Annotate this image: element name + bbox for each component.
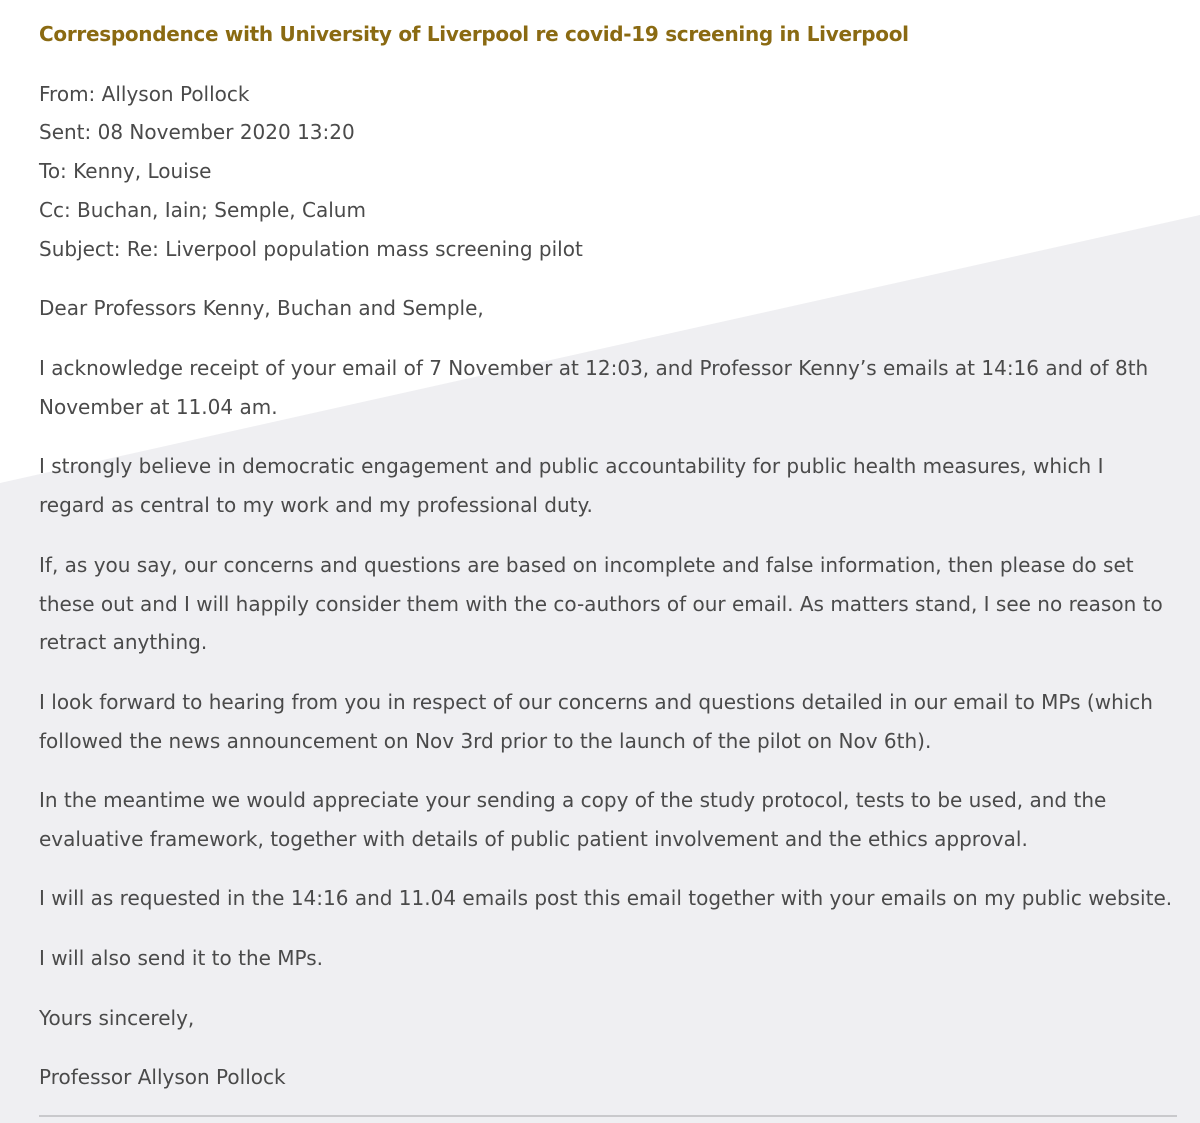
header-to: To: Kenny, Louise (39, 159, 212, 183)
paragraph-line: these out and I will happily consider them with the co-authors of our email. As matters stand, I see no reason to (39, 592, 1163, 616)
header-from: From: Allyson Pollock (39, 82, 250, 106)
paragraph-line: I will also send it to the MPs. (39, 946, 324, 970)
signature: Professor Allyson Pollock (39, 1065, 286, 1089)
paragraph-line: I look forward to hearing from you in respect of our concerns and questions detailed in our email to MPs (which (39, 690, 1153, 714)
paragraph-line: I acknowledge receipt of your email of 7 November at 12:03, and Professor Kenny’s emails at 14:16 and of 8th (39, 356, 1149, 380)
paragraph-line: I will as requested in the 14:16 and 11.04 emails post this email together with your emails on my public website. (39, 886, 1173, 910)
paragraph-line: regard as central to my work and my professional duty. (39, 493, 593, 517)
document-title: Correspondence with University of Liverpool re covid-19 screening in Liverpool (39, 22, 909, 46)
paragraph-line: In the meantime we would appreciate your sending a copy of the study protocol, tests to be used, and the (39, 788, 1107, 812)
divider (39, 1115, 1177, 1117)
paragraph-line: evaluative framework, together with details of public patient involvement and the ethics approval. (39, 827, 1028, 851)
salutation: Dear Professors Kenny, Buchan and Semple, (39, 296, 484, 320)
paragraph-line: If, as you say, our concerns and questions are based on incomplete and false information, then please do set (39, 553, 1134, 577)
header-sent: Sent: 08 November 2020 13:20 (39, 120, 355, 144)
paragraph-line: retract anything. (39, 630, 208, 654)
header-subject: Subject: Re: Liverpool population mass screening pilot (39, 237, 583, 261)
paragraph-line: followed the news announcement on Nov 3rd prior to the launch of the pilot on Nov 6th). (39, 729, 932, 753)
closing: Yours sincerely, (39, 1006, 195, 1030)
header-cc: Cc: Buchan, Iain; Semple, Calum (39, 198, 366, 222)
paragraph-line: I strongly believe in democratic engagement and public accountability for public health measures, which I (39, 454, 1104, 478)
paragraph-line: November at 11.04 am. (39, 395, 278, 419)
